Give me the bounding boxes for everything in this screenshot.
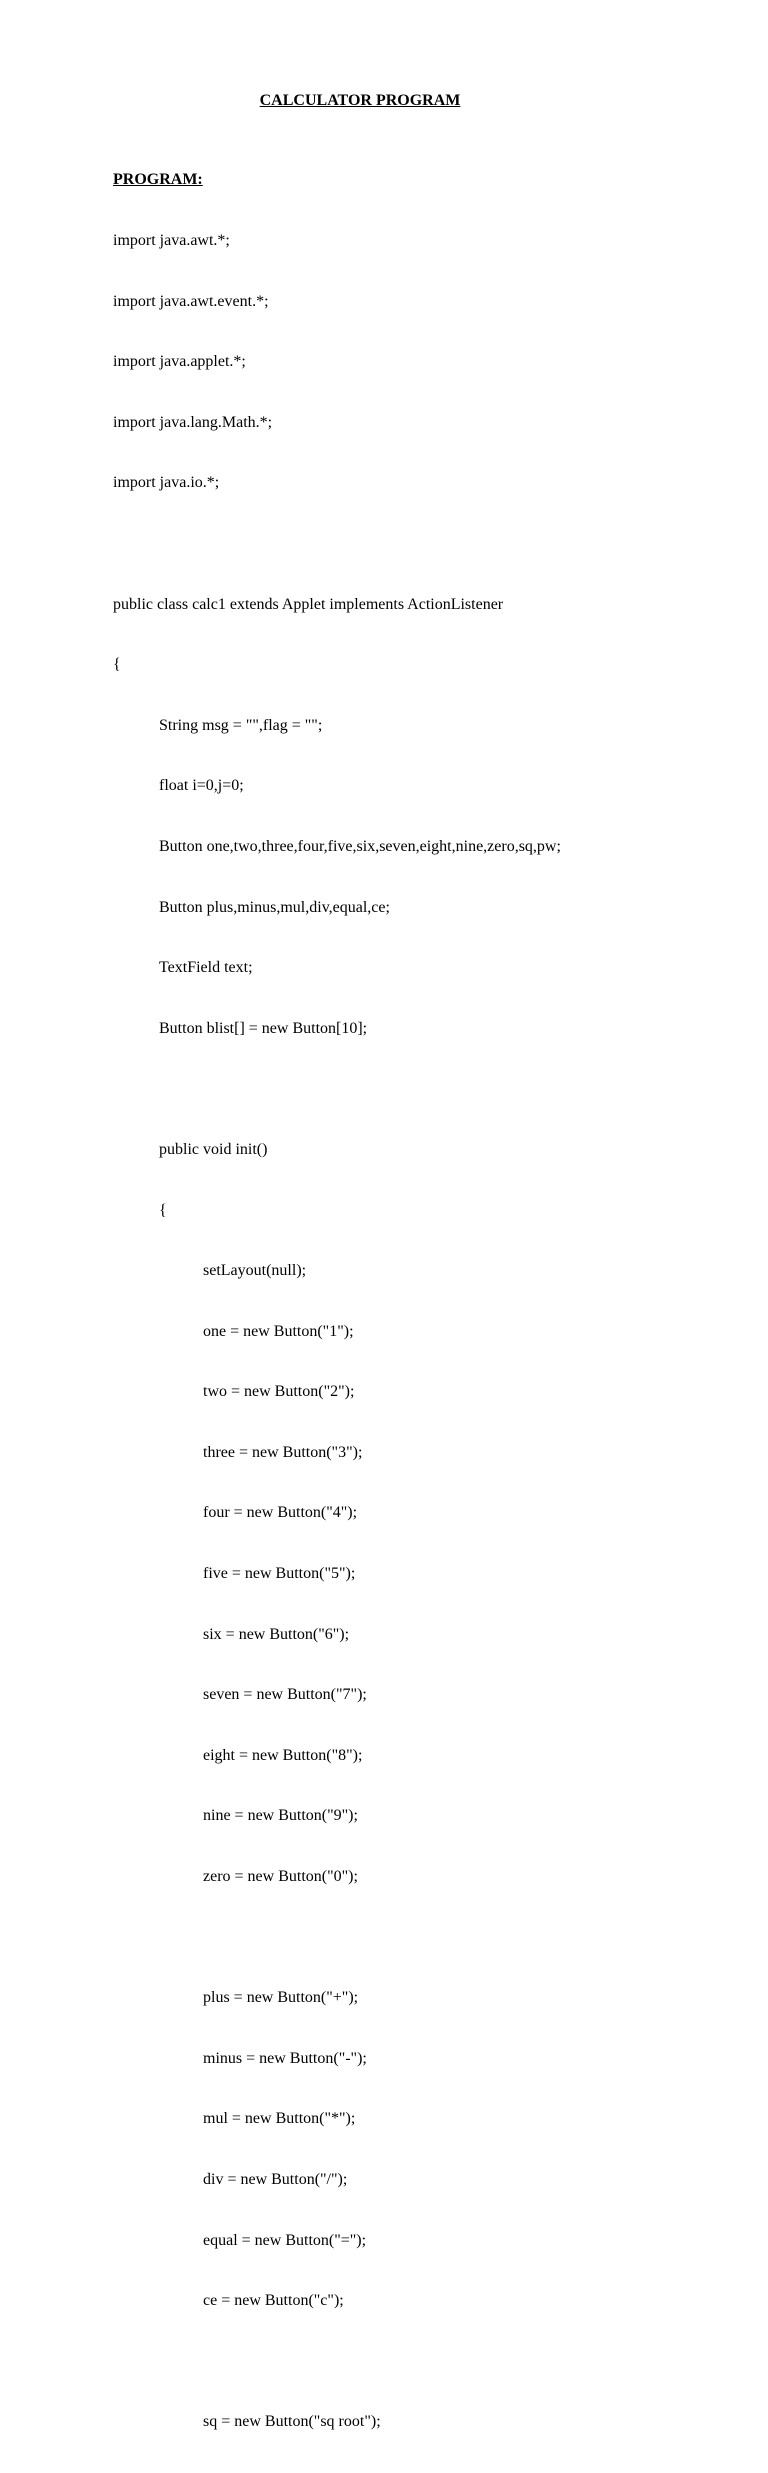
field-line: String msg = "",flag = "";	[159, 716, 323, 734]
digit-button-line: six = new Button("6");	[203, 1625, 350, 1643]
field-line: Button blist[] = new Button[10];	[159, 1019, 368, 1037]
init-declaration: public void init()	[159, 1140, 268, 1158]
digit-button-line: five = new Button("5");	[203, 1565, 356, 1583]
code-listing	[113, 130, 561, 2473]
digit-button-line: zero = new Button("0");	[203, 1868, 358, 1886]
digit-button-line: nine = new Button("9");	[203, 1807, 358, 1825]
section-heading: PROGRAM:	[113, 171, 203, 189]
import-line: import java.awt.event.*;	[113, 292, 269, 310]
field-line: Button plus,minus,mul,div,equal,ce;	[159, 898, 390, 916]
digit-button-line: one = new Button("1");	[203, 1322, 354, 1340]
field-line: float i=0,j=0;	[159, 777, 244, 795]
digit-button-line: eight = new Button("8");	[203, 1746, 363, 1764]
digit-button-line: four = new Button("4");	[203, 1504, 358, 1522]
import-line: import java.applet.*;	[113, 353, 246, 371]
blank-line	[113, 2352, 561, 2372]
document-title: CALCULATOR PROGRAM	[259, 92, 461, 109]
operator-button-line: mul = new Button("*");	[203, 2110, 356, 2128]
operator-button-line: plus = new Button("+");	[203, 1989, 359, 2007]
operator-button-line: minus = new Button("-");	[203, 2049, 367, 2067]
operator-button-line: equal = new Button("=");	[203, 2231, 367, 2249]
operator-button-line: ce = new Button("c");	[203, 2292, 344, 2310]
blank-line	[113, 1079, 561, 1099]
class-open-brace: {	[113, 656, 121, 674]
import-line: import java.awt.*;	[113, 232, 230, 249]
digit-button-line: seven = new Button("7");	[203, 1686, 367, 1704]
init-setup-line: setLayout(null);	[203, 1262, 307, 1280]
class-declaration: public class calc1 extends Applet implements ActionListener	[113, 595, 504, 613]
field-line: Button one,two,three,four,five,six,seven,eight,nine,zero,sq,pw;	[159, 837, 561, 855]
init-open-brace: {	[159, 1201, 167, 1219]
digit-button-line: three = new Button("3");	[203, 1443, 363, 1461]
sq-button-line: sq = new Button("sq root");	[203, 2413, 381, 2431]
operator-button-line: div = new Button("/");	[203, 2171, 348, 2188]
digit-button-line: two = new Button("2");	[203, 1383, 355, 1401]
import-line: import java.lang.Math.*;	[113, 413, 273, 431]
field-line: TextField text;	[159, 959, 253, 977]
import-line: import java.io.*;	[113, 474, 220, 492]
blank-line	[113, 1928, 561, 1948]
blank-line	[113, 534, 561, 554]
